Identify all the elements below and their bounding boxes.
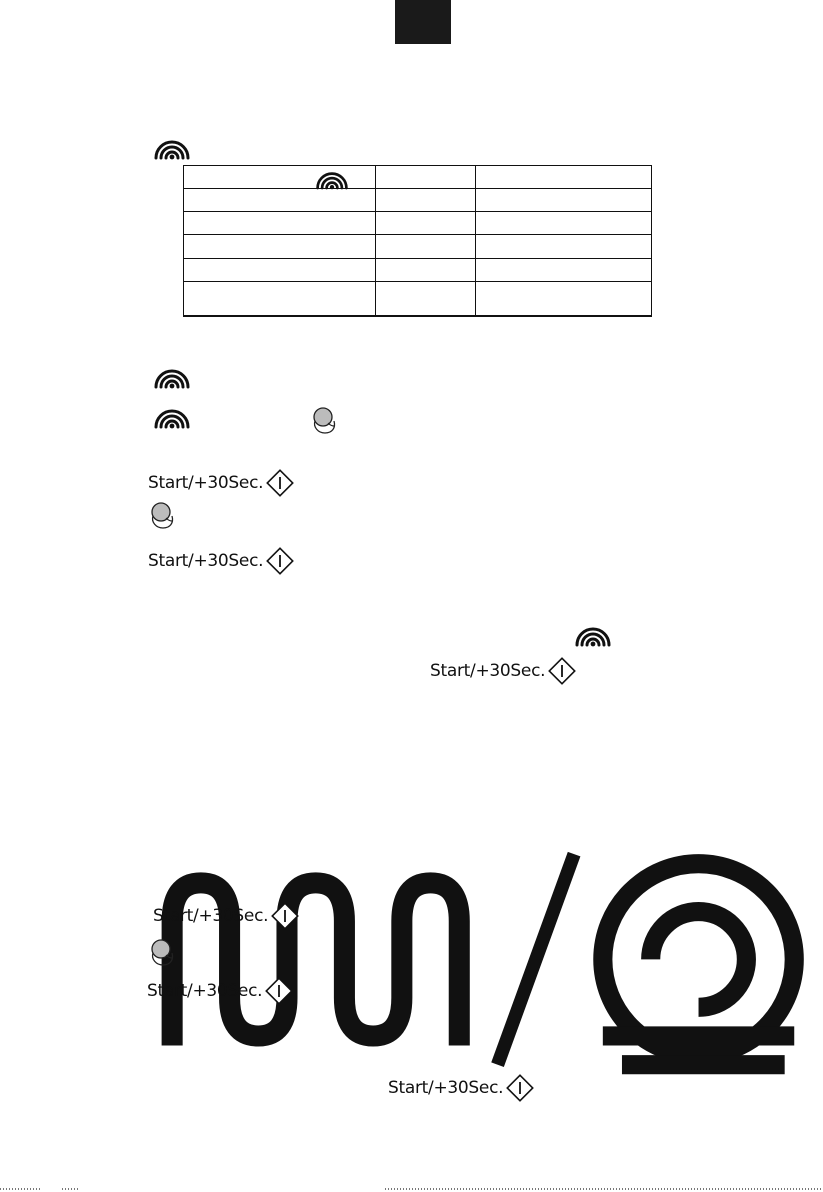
bottom-edge-mark <box>0 1188 40 1190</box>
table-row <box>184 166 652 189</box>
microwave-power-icon <box>152 405 192 429</box>
microwave-power-icon <box>152 136 192 160</box>
start-power-icon <box>270 901 300 931</box>
table-row <box>184 281 652 316</box>
table-row <box>184 212 652 235</box>
table-row <box>184 235 652 258</box>
start-30sec-button[interactable] <box>148 467 295 499</box>
table-cell <box>475 189 651 212</box>
table-cell <box>376 166 476 189</box>
table-cell <box>475 281 651 316</box>
page-tab-marker <box>395 0 451 44</box>
microwave-power-icon <box>314 168 350 190</box>
microwave-power-icon <box>573 623 613 647</box>
microwave-power-icon <box>152 365 192 389</box>
start-30sec-button[interactable] <box>430 655 577 687</box>
bottom-edge-mark <box>385 1188 823 1190</box>
start-power-icon <box>265 468 295 498</box>
power-level-table <box>183 165 652 317</box>
table-cell <box>184 281 376 316</box>
dial-knob-icon <box>148 500 178 530</box>
table-cell <box>475 258 651 281</box>
table-row <box>184 189 652 212</box>
table-row <box>184 258 652 281</box>
table-cell <box>376 258 476 281</box>
bottom-edge-mark <box>62 1188 80 1190</box>
start-30sec-button[interactable] <box>153 900 300 932</box>
start-30sec-label: Start/+30Sec. <box>430 661 546 681</box>
start-30sec-button[interactable] <box>388 1072 535 1104</box>
table-cell <box>184 189 376 212</box>
table-cell <box>184 212 376 235</box>
start-30sec-label: Start/+30Sec. <box>148 551 264 571</box>
table-cell <box>184 235 376 258</box>
start-30sec-label: Start/+30Sec. <box>388 1078 504 1098</box>
table-cell <box>475 212 651 235</box>
start-power-icon <box>547 656 577 686</box>
table-cell <box>475 235 651 258</box>
dial-knob-icon <box>310 405 340 435</box>
dial-knob-icon <box>148 937 178 967</box>
table-cell <box>376 281 476 316</box>
start-30sec-label: Start/+30Sec. <box>148 473 264 493</box>
start-30sec-label: Start/+30Sec. <box>147 981 263 1001</box>
start-30sec-label: Start/+30Sec. <box>153 906 269 926</box>
start-30sec-button[interactable] <box>147 975 294 1007</box>
start-power-icon <box>264 976 294 1006</box>
table-cell <box>475 166 651 189</box>
table-cell <box>376 189 476 212</box>
table-cell <box>376 235 476 258</box>
start-power-icon <box>265 546 295 576</box>
table-cell <box>376 212 476 235</box>
start-30sec-button[interactable] <box>148 545 295 577</box>
table-cell <box>184 258 376 281</box>
start-power-icon <box>505 1073 535 1103</box>
grill-convection-icon <box>153 835 823 1084</box>
